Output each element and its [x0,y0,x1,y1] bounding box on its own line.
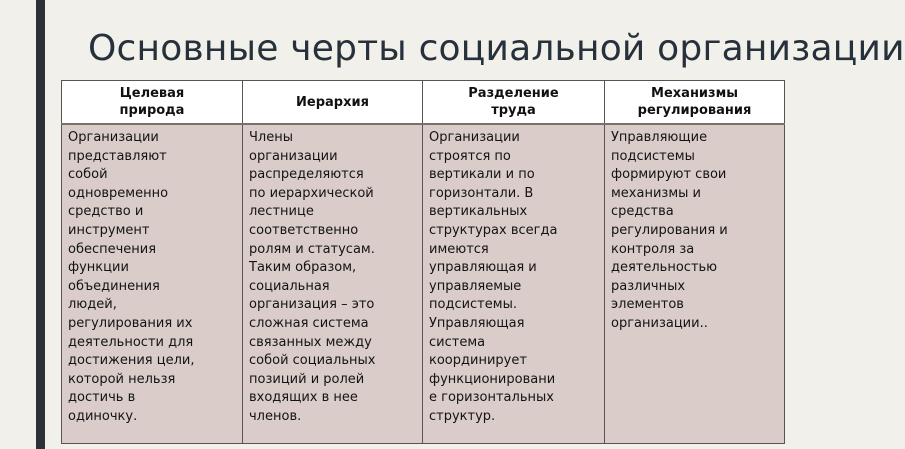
features-table-container [61,80,784,444]
cell-division-of-labor: Организации строятся по вертикали и по горизонтали. В вертикальных структурах всегда имеются управляющая и управляемые подсистемы. Управляющая система координирует функционировани е горизонтальных структур. [423,124,605,444]
table-header-row [62,81,785,125]
table-row [62,124,785,444]
cell-regulation-mechanisms: Управляющие подсистемы формируют свои механизмы и средства регулирования и контроля за деятельностью различных элементов организации.. [605,124,785,444]
column-header-goal-nature: Целевая природа [62,81,243,125]
column-header-division-of-labor: Разделение труда [423,81,605,125]
slide-accent-bar [36,0,45,449]
features-table [61,80,785,444]
column-header-regulation-mechanisms: Механизмы регулирования [605,81,785,125]
column-header-hierarchy: Иерархия [243,81,423,125]
slide-title: Основные черты социальной организации [88,28,905,69]
cell-goal-nature: Организации представляют собой одновременно средство и инструмент обеспечения функции объединения людей, регулирования их деятельности для достижения цели, которой нельзя достичь в одиночку. [62,124,243,444]
cell-hierarchy: Члены организации распределяются по иерархической лестнице соответственно ролям и статусам. Таким образом, социальная организация – это сложная система связанных между собой социальных позиций и ролей входящих в нее членов. [243,124,423,444]
